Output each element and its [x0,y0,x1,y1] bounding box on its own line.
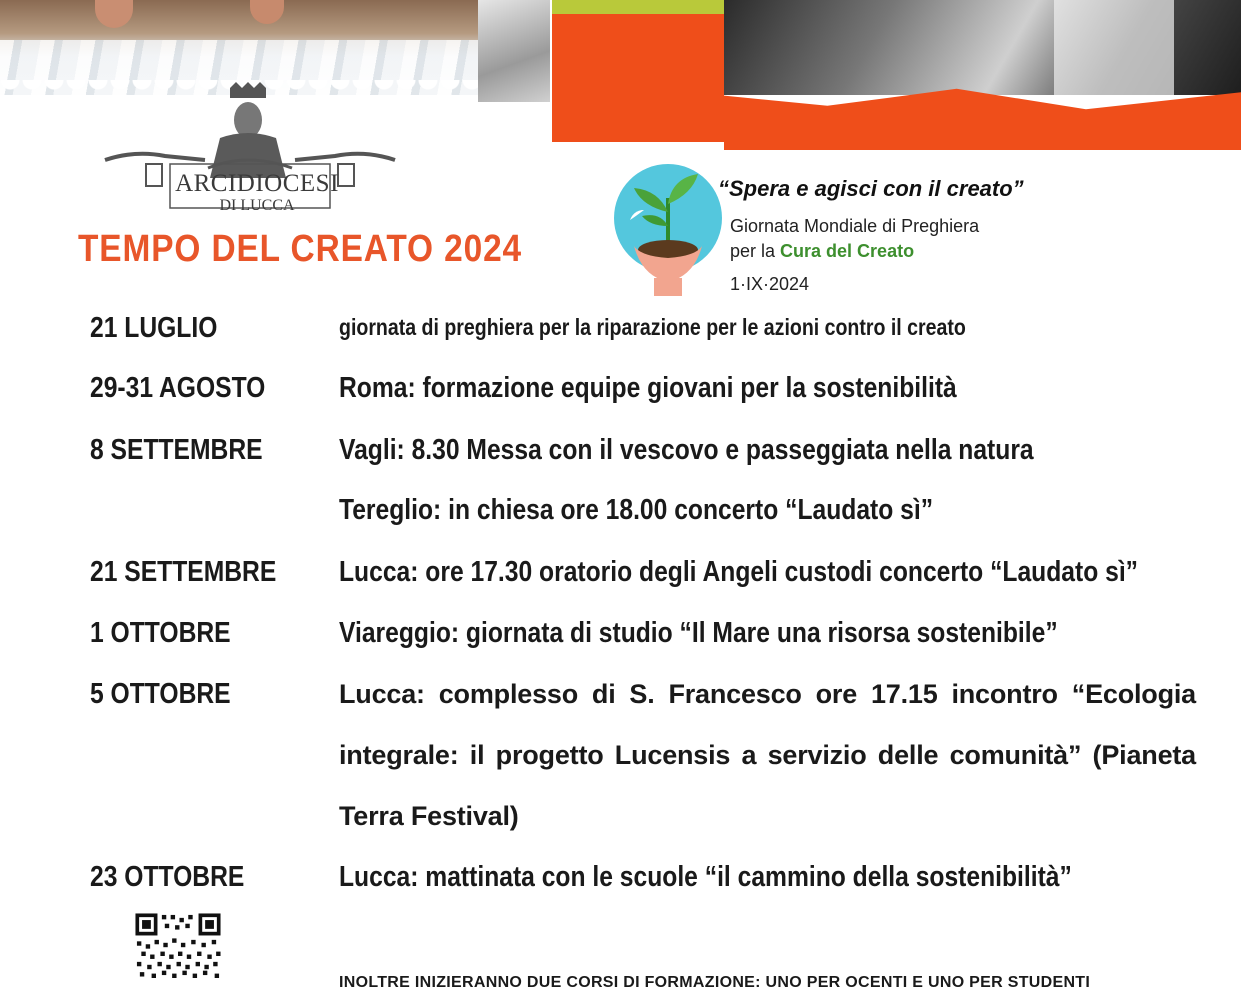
event-date: 1 OTTOBRE [90,617,231,649]
event-description: Lucca: ore 17.30 oratorio degli Angeli custodi concerto “Laudato sì” [339,556,1138,588]
event-description: giornata di preghiera per la riparazione per le azioni contro il creato [339,314,966,340]
event-date: 29-31 AGOSTO [90,372,266,404]
org-name: ARCIDIOCESI [175,170,339,197]
event-description: Vagli: 8.30 Messa con il vescovo e passeggiata nella natura [339,434,1034,466]
qr-code-icon[interactable] [118,912,238,1000]
event-description: Lucca: complesso di S. Francesco ore 17.15 incontro “Ecologia integrale: il progetto Lucensis a servizio delle comunità” (Pianeta Terra Festival) [339,679,1196,831]
event-description: Viareggio: giornata di studio “Il Mare una risorsa sostenibile” [339,617,1058,649]
event-description: Lucca: mattinata con le scuole “il cammino della sostenibilità” [339,861,1072,893]
event-description: Roma: formazione equipe giovani per la sostenibilità [339,372,957,404]
event-date: 5 OTTOBRE [90,678,231,710]
event-date: 21 LUGLIO [90,312,218,344]
world-day-title: Giornata Mondiale di Preghiera [730,216,980,236]
world-day-date: 1·IX·2024 [730,274,810,294]
world-day-accent: Cura del Creato [780,241,915,261]
org-city: DI LUCCA [219,197,295,214]
world-day-subtitle: per la Cura del Creato [730,241,915,261]
page-title: TEMPO DEL CREATO 2024 [78,228,523,270]
event-description: Tereglio: in chiesa ore 18.00 concerto “Laudato sì” [339,494,934,526]
event-date: 21 SETTEMBRE [90,556,277,588]
event-date: 8 SETTEMBRE [90,434,263,466]
training-courses-note: INOLTRE INIZIERANNO DUE CORSI DI FORMAZIONE: UNO PER OCENTI E UNO PER STUDENTI [339,974,1091,991]
event-date: 23 OTTOBRE [90,861,245,893]
slogan: “Spera e agisci con il creato” [718,176,1024,201]
